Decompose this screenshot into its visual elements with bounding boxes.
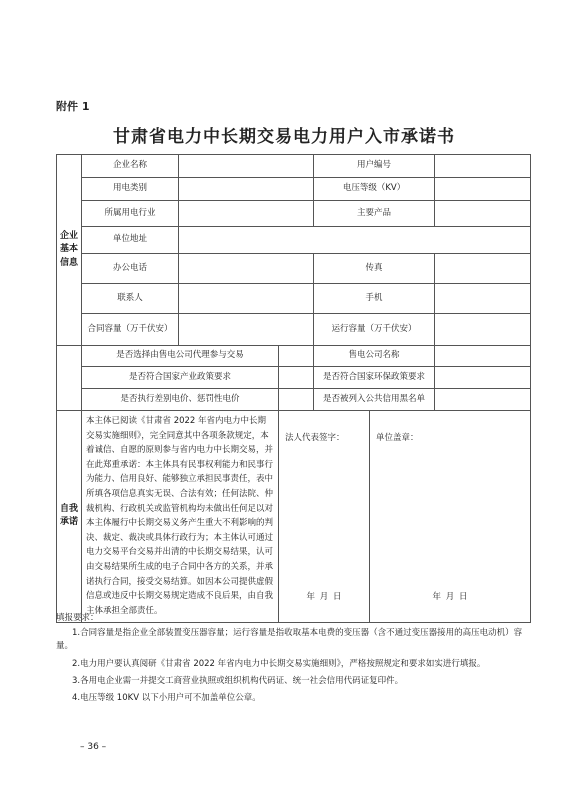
label-operating-capacity: 运行容量（万千伏安） bbox=[314, 314, 435, 346]
note-item: 1.合同容量是指企业全部装置变压器容量；运行容量是指收取基本电费的变压器（含不通过变压器接用的高压电动机）容量。 bbox=[56, 628, 523, 652]
label-industrial-policy: 是否符合国家产业政策要求 bbox=[82, 367, 279, 389]
field-power-category[interactable] bbox=[179, 178, 314, 201]
note-item: 2.电力用户要认真阅研《甘肃省 2022 年省内电力中长期交易实施细则》，严格按照规定和要求如实进行填报。 bbox=[72, 658, 486, 669]
commitment-text: 本主体已阅读《甘肃省 2022 年省内电力中长期交易实施细则》，完全同意其中各项条款规定，本着诚信、自愿的原则参与省内电力中长期交易，并在此郑重承诺：本主体具有民事权利能力和民事行为能力、信用良好、能够独立承担民事责任，表中所填各项信息真实无误、合法有效；任何法院、仲裁机构、行政机关或监管机构均未做出任何足以对本主体履行中长期交易义务产生重大不利影响的判决、裁定、裁决或具体行政行为；本主体认可通过电力交易平台交易并出清的中长期交易结果，认可由交易结果所生成的电子合同中各方的关系，并承诺执行合同，接受交易结算。如因本公司提供虚假信息或违反中长期交易规定造成不良后果，由自我主体承担全部责任。 bbox=[82, 411, 279, 623]
field-mobile[interactable] bbox=[435, 284, 531, 314]
notes-heading: 填报要求： bbox=[56, 613, 99, 623]
label-fax: 传真 bbox=[314, 254, 435, 284]
field-user-number[interactable] bbox=[435, 155, 531, 178]
field-operating-capacity[interactable] bbox=[435, 314, 531, 346]
label-company-name: 企业名称 bbox=[82, 155, 179, 178]
field-retailer-name[interactable] bbox=[435, 346, 531, 367]
attachment-label: 附件 1 bbox=[56, 100, 90, 113]
legal-representative-signature[interactable] bbox=[279, 411, 370, 623]
signature-date: 年 月 日 bbox=[306, 592, 342, 603]
unit-seal-label: 单位盖章： bbox=[376, 433, 419, 443]
field-industrial-policy[interactable] bbox=[279, 367, 314, 389]
document-title: 甘肃省电力中长期交易电力用户入市承诺书 bbox=[113, 127, 455, 147]
label-contract-capacity: 合同容量（万千伏安） bbox=[82, 314, 179, 346]
label-office-phone: 办公电话 bbox=[82, 254, 179, 284]
note-item: 3.各用电企业需一并提交工商营业执照或组织机构代码证、统一社会信用代码证复印件。 bbox=[72, 675, 404, 686]
label-agent-trading: 是否选择由售电公司代理参与交易 bbox=[82, 346, 279, 367]
label-user-number: 用户编号 bbox=[314, 155, 435, 178]
field-voltage-level[interactable] bbox=[435, 178, 531, 201]
legal-sign-label: 法人代表签字： bbox=[285, 433, 345, 443]
label-credit-blacklist: 是否被列入公共信用黑名单 bbox=[314, 389, 435, 411]
field-fax[interactable] bbox=[435, 254, 531, 284]
label-voltage-level: 电压等级（KV） bbox=[314, 178, 435, 201]
field-credit-blacklist[interactable] bbox=[435, 389, 531, 411]
label-mobile: 手机 bbox=[314, 284, 435, 314]
field-agent-trading[interactable] bbox=[279, 346, 314, 367]
section-self-commitment: 自我承诺 bbox=[57, 411, 82, 623]
blank-cell bbox=[57, 346, 82, 411]
label-environmental-policy: 是否符合国家环保政策要求 bbox=[314, 367, 435, 389]
label-contact-person: 联系人 bbox=[82, 284, 179, 314]
field-environmental-policy[interactable] bbox=[435, 367, 531, 389]
filling-requirements bbox=[56, 612, 530, 709]
label-address: 单位地址 bbox=[82, 227, 179, 254]
label-main-products: 主要产品 bbox=[314, 201, 435, 227]
field-company-name[interactable] bbox=[179, 155, 314, 178]
field-contact-person[interactable] bbox=[179, 284, 314, 314]
field-contract-capacity[interactable] bbox=[179, 314, 314, 346]
label-industry: 所属用电行业 bbox=[82, 201, 179, 227]
field-address[interactable] bbox=[179, 227, 531, 254]
page-number: – 36 – bbox=[80, 742, 107, 752]
field-main-products[interactable] bbox=[435, 201, 531, 227]
label-retailer-name: 售电公司名称 bbox=[314, 346, 435, 367]
unit-seal-box[interactable] bbox=[370, 411, 531, 623]
note-item: 4.电压等级 10KV 以下小用户可不加盖单位公章。 bbox=[72, 692, 261, 703]
section-company-info: 企业基本信息 bbox=[57, 155, 82, 346]
field-differential-price[interactable] bbox=[279, 389, 314, 411]
label-power-category: 用电类别 bbox=[82, 178, 179, 201]
commitment-form-table bbox=[56, 154, 531, 623]
seal-date: 年 月 日 bbox=[432, 592, 468, 603]
field-industry[interactable] bbox=[179, 201, 314, 227]
label-differential-price: 是否执行差别电价、惩罚性电价 bbox=[82, 389, 279, 411]
field-office-phone[interactable] bbox=[179, 254, 314, 284]
